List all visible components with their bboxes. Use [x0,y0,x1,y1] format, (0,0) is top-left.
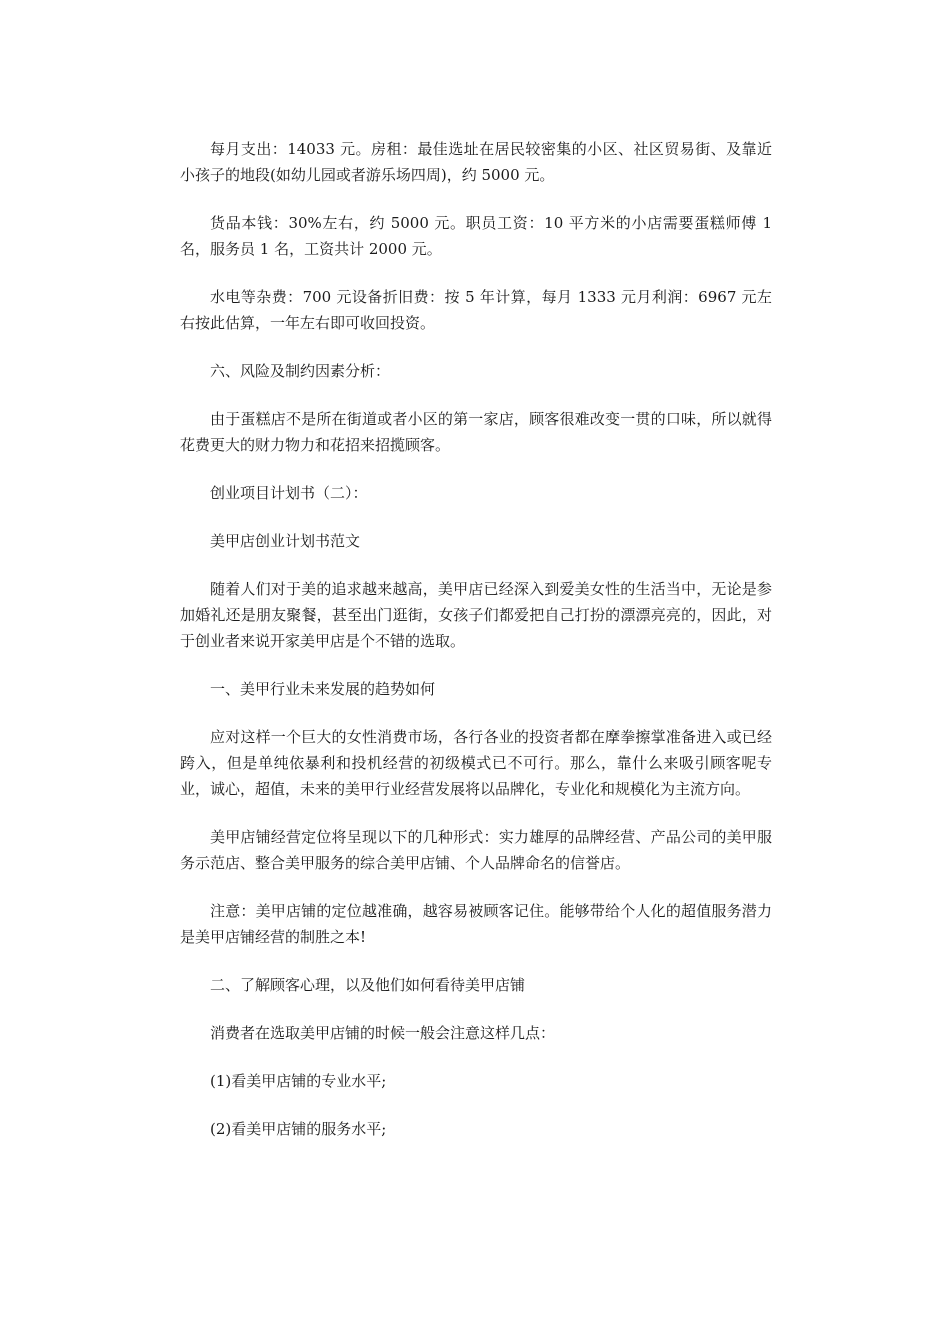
paragraph-positioning: 美甲店铺经营定位将呈现以下的几种形式：实力雄厚的品牌经营、产品公司的美甲服务示范店、整合美甲服务的综合美甲店铺、个人品牌命名的信誉店。 [180,828,772,872]
paragraph-consumer-points: 消费者在选取美甲店铺的时候一般会注意这样几点： [210,1024,556,1042]
paragraph-goods-cost: 货品本钱：30%左右，约 5000 元。职员工资：10 平方米的小店需要蛋糕师傅 1 名，服务员 1 名，工资共计 2000 元。 [180,214,772,258]
list-item-service: (2)看美甲店铺的服务水平; [210,1120,387,1138]
paragraph-monthly-expense: 每月支出：14033 元。房租：最佳选址在居民较密集的小区、社区贸易街、及靠近小孩子的地段(如幼儿园或者游乐场四周)，约 5000 元。 [180,140,772,184]
paragraph-market: 应对这样一个巨大的女性消费市场，各行各业的投资者都在摩拳擦掌准备进入或已经跨入，但是单纯依暴利和投机经营的初级模式已不可行。那么，靠什么来吸引顾客呢专业，诚心，超值，未来的美甲行业经营发展将以品牌化，专业化和规模化为主流方向。 [180,728,772,798]
section-heading-customer: 二、了解顾客心理，以及他们如何看待美甲店铺 [210,976,526,994]
paragraph-note: 注意：美甲店铺的定位越准确，越容易被顾客记住。能够带给个人化的超值服务潜力是美甲店铺经营的制胜之本! [180,902,772,946]
paragraph-intro: 随着人们对于美的追求越来越高，美甲店已经深入到爱美女性的生活当中，无论是参加婚礼还是朋友聚餐，甚至出门逛街，女孩子们都爱把自己打扮的漂漂亮亮的，因此，对于创业者来说开家美甲店是个不错的选取。 [180,580,772,650]
heading-plan-two: 创业项目计划书（二）： [210,484,368,502]
paragraph-utilities: 水电等杂费：700 元设备折旧费：按 5 年计算，每月 1333 元月利润：6967 元左右按此估算，一年左右即可收回投资。 [180,288,772,332]
section-heading-trend: 一、美甲行业未来发展的趋势如何 [210,680,436,698]
heading-nail-salon-plan: 美甲店创业计划书范文 [210,532,361,550]
paragraph-risk: 由于蛋糕店不是所在街道或者小区的第一家店，顾客很难改变一贯的口味，所以就得花费更大的财力物力和花招来招揽顾客。 [180,410,772,454]
list-item-professional: (1)看美甲店铺的专业水平; [210,1072,387,1090]
section-heading-risk: 六、风险及制约因素分析： [210,362,391,380]
document-body [180,136,772,1164]
